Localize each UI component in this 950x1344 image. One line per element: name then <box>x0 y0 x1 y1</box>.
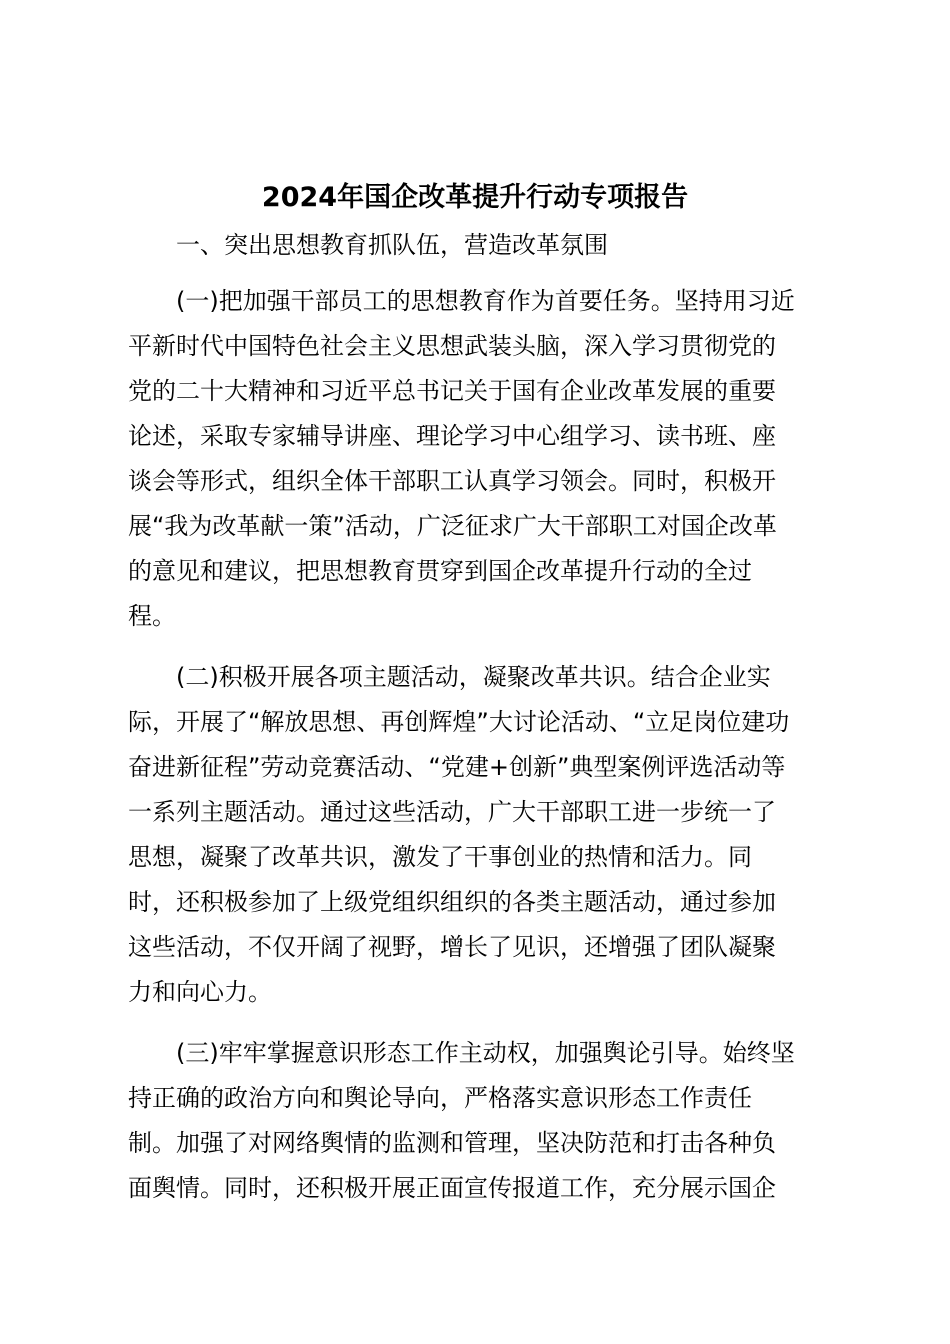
paragraph-line: 力和向心力。 <box>128 978 272 1006</box>
document-title: 2024年国企改革提升行动专项报告 <box>261 182 689 213</box>
paragraph-line: 制。加强了对网络舆情的监测和管理，坚决防范和打击各种负 <box>128 1129 776 1157</box>
paragraph-line: 党的二十大精神和习近平总书记关于国有企业改革发展的重要 <box>128 377 776 405</box>
paragraph-line: 际，开展了“解放思想、再创辉煌”大讨论活动、“立足岗位建功 <box>128 708 790 736</box>
paragraph-line: 持正确的政治方向和舆论导向，严格落实意识形态工作责任 <box>128 1084 752 1112</box>
paragraph-line: 面舆情。同时，还积极开展正面宣传报道工作，充分展示国企 <box>128 1174 776 1202</box>
section-heading: 一、突出思想教育抓队伍，营造改革氛围 <box>176 231 608 259</box>
paragraph-line: 一系列主题活动。通过这些活动，广大干部职工进一步统一了 <box>128 798 776 826</box>
paragraph-line: 谈会等形式，组织全体干部职工认真学习领会。同时，积极开 <box>128 467 776 495</box>
paragraph-line: 论述，采取专家辅导讲座、理论学习中心组学习、读书班、座 <box>128 422 776 450</box>
paragraph-line: (一)把加强干部员工的思想教育作为首要任务。坚持用习近 <box>176 287 795 315</box>
paragraph-3 <box>128 1031 822 1211</box>
paragraph-line: 这些活动，不仅开阔了视野，增长了见识，还增强了团队凝聚 <box>128 933 776 961</box>
paragraph-line: 奋进新征程”劳动竞赛活动、“党建+创新”典型案例评选活动等 <box>128 753 786 781</box>
paragraph-line: (三)牢牢掌握意识形态工作主动权，加强舆论引导。始终坚 <box>176 1039 795 1067</box>
document-body <box>128 227 822 1227</box>
paragraph-2 <box>128 655 822 1015</box>
paragraph-line: (二)积极开展各项主题活动，凝聚改革共识。结合企业实 <box>176 663 771 691</box>
paragraph-line: 程。 <box>128 602 176 630</box>
paragraph-line: 展“我为改革献一策”活动，广泛征求广大干部职工对国企改革 <box>128 512 777 540</box>
paragraph-line: 的意见和建议，把思想教育贯穿到国企改革提升行动的全过 <box>128 557 752 585</box>
paragraph-1 <box>128 279 822 639</box>
paragraph-line: 平新时代中国特色社会主义思想武装头脑，深入学习贯彻党的 <box>128 332 776 360</box>
paragraph-line: 思想，凝聚了改革共识，激发了干事创业的热情和活力。同 <box>128 843 752 871</box>
paragraph-line: 时，还积极参加了上级党组织组织的各类主题活动，通过参加 <box>128 888 776 916</box>
